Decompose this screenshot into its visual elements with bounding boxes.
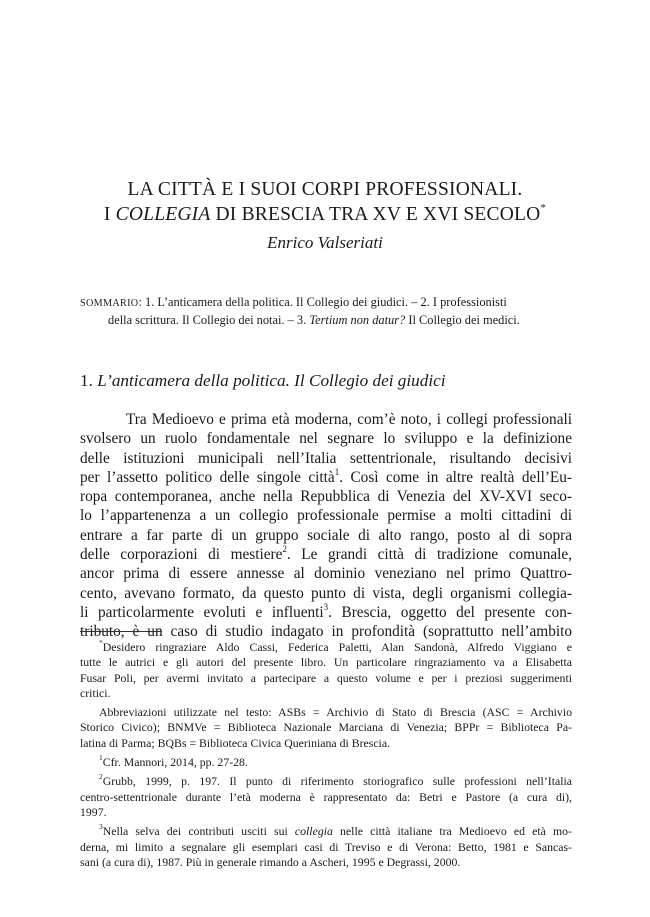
footnote-ref-1[interactable]: 1 [334,466,340,477]
footnote-mark: 3 [99,822,103,832]
body-line: tributo, è un caso di studio indagato in profondità (soprattutto nell’ambito [80,623,572,641]
body-line: li particolarmente evoluti e influenti$^3$. Brescia, oggetto del presente con- [80,601,572,621]
footnote-mark: * [99,638,103,648]
footnote-mark: 1 [99,753,103,763]
section-number: 1. [80,371,98,390]
body-line: delle istituzioni municipali nell’Italia settentrionale, risultando decisivi [80,449,572,467]
footnote-ref-2[interactable]: 2 [282,543,287,554]
body-line: delle corporazioni di mestiere$^2$. Le grandi città di tradizione comunale, [80,543,572,564]
title-footnote-mark: * [540,201,547,214]
article-title-line-1: LA CITTÀ E I SUOI CORPI PROFESSIONALI. [127,179,523,200]
footnotes [80,640,572,874]
summary [80,294,572,329]
section-title: L’anticamera della politica. Il Collegio dei giudici [97,371,446,390]
body-line: lo l’appartenenza a un collegio professionale permise a molti cittadini di [80,507,572,525]
body-line: ancor prima di essere annesse al dominio veneziano nel primo Quattro- [80,565,572,583]
title-prefix: I [103,204,116,225]
author-name: Enrico Valseriati [267,233,383,252]
body-paragraph [80,410,572,642]
body-line: svolsero un ruolo fondamentale nel segnare lo sviluppo e la definizione [80,430,572,448]
body-line: cento, avevano formato, da questo punto di vista, degli organismi collegia- [80,584,572,602]
footnote-mark: 2 [99,772,103,782]
footnote-ref-3[interactable]: 3 [323,601,329,612]
body-line: ropa contemporanea, anche nella Repubblica di Venezia del XV-XVI seco- [80,488,572,506]
footnote-acknowledgments: *Desidero ringraziare Aldo Cassi, Federica Paletti, Alan Sandonà, Alfredo Viggiano e tutte le autrici e gli autori del presente libro. Un particolare ringraziamento va a Elisabetta Fusar Poli, per avermi invitato a partecipare a questo volume e per i preziosi suggerimenti critici. [80,638,572,700]
footnote-3: $^3$Nella selva dei contributi usciti sui collegia nelle città italiane tra Medioevo ed età mo- derna, mi limito a segnalare gli esemplari casi di Treviso e di Verona: Betto, 1981 e Sancas- sani (a cura di), 1987. Più in generale rimando a Ascheri, 1995 e Degrassi, 2000. [80,822,573,869]
article-title-line-2 [0,203,650,227]
summary-line-2: della scrittura. Il Collegio dei notai. – 3. Tertium non datur? Il Collegio dei medici. [108,313,520,327]
summary-label: SOMMARIO [80,298,139,309]
title-italic-term: COLLEGIA [115,204,211,225]
section-heading [80,370,580,392]
body-line: per l’assetto politico delle singole città$^1$. Così come in altre realtà dell’Eu- [80,466,573,486]
footnote-2: $^2$Grubb, 1999, p. 197. Il punto di riferimento storiografico sulle professioni nell’Italia centro-settentrionale durante l’età moderna è rappresentato da: Betri e Pastore (a cura di), 1997. [80,772,572,819]
body-line: entrare a far parte di un gruppo sociale di alto rango, posto al di sopra [80,526,572,544]
footnote-abbreviations: Abbreviazioni utilizzate nel testo: ASBs = Archivio di Stato di Brescia (ASC = Archivio Storico Civico); BNMVe = Biblioteca Nazionale Marciana di Venezia; BPPr = Biblioteca Pa- latina di Parma; BQBs = Biblioteca Civica Queriniana di Brescia. [80,705,572,750]
summary-line-1: SOMMARIO: 1. L’anticamera della politica. Il Collegio dei giudici. – 2. I professionisti [80,295,507,309]
footnote-1: $^1$Cfr. Mannori, 2014, pp. 27-28. [99,753,248,770]
title-suffix: DI BRESCIA TRA XV E XVI SECOLO [210,204,541,225]
footnote-separator [80,631,162,632]
body-line: Tra Medioevo e prima età moderna, com’è noto, i collegi professionali [126,411,572,428]
